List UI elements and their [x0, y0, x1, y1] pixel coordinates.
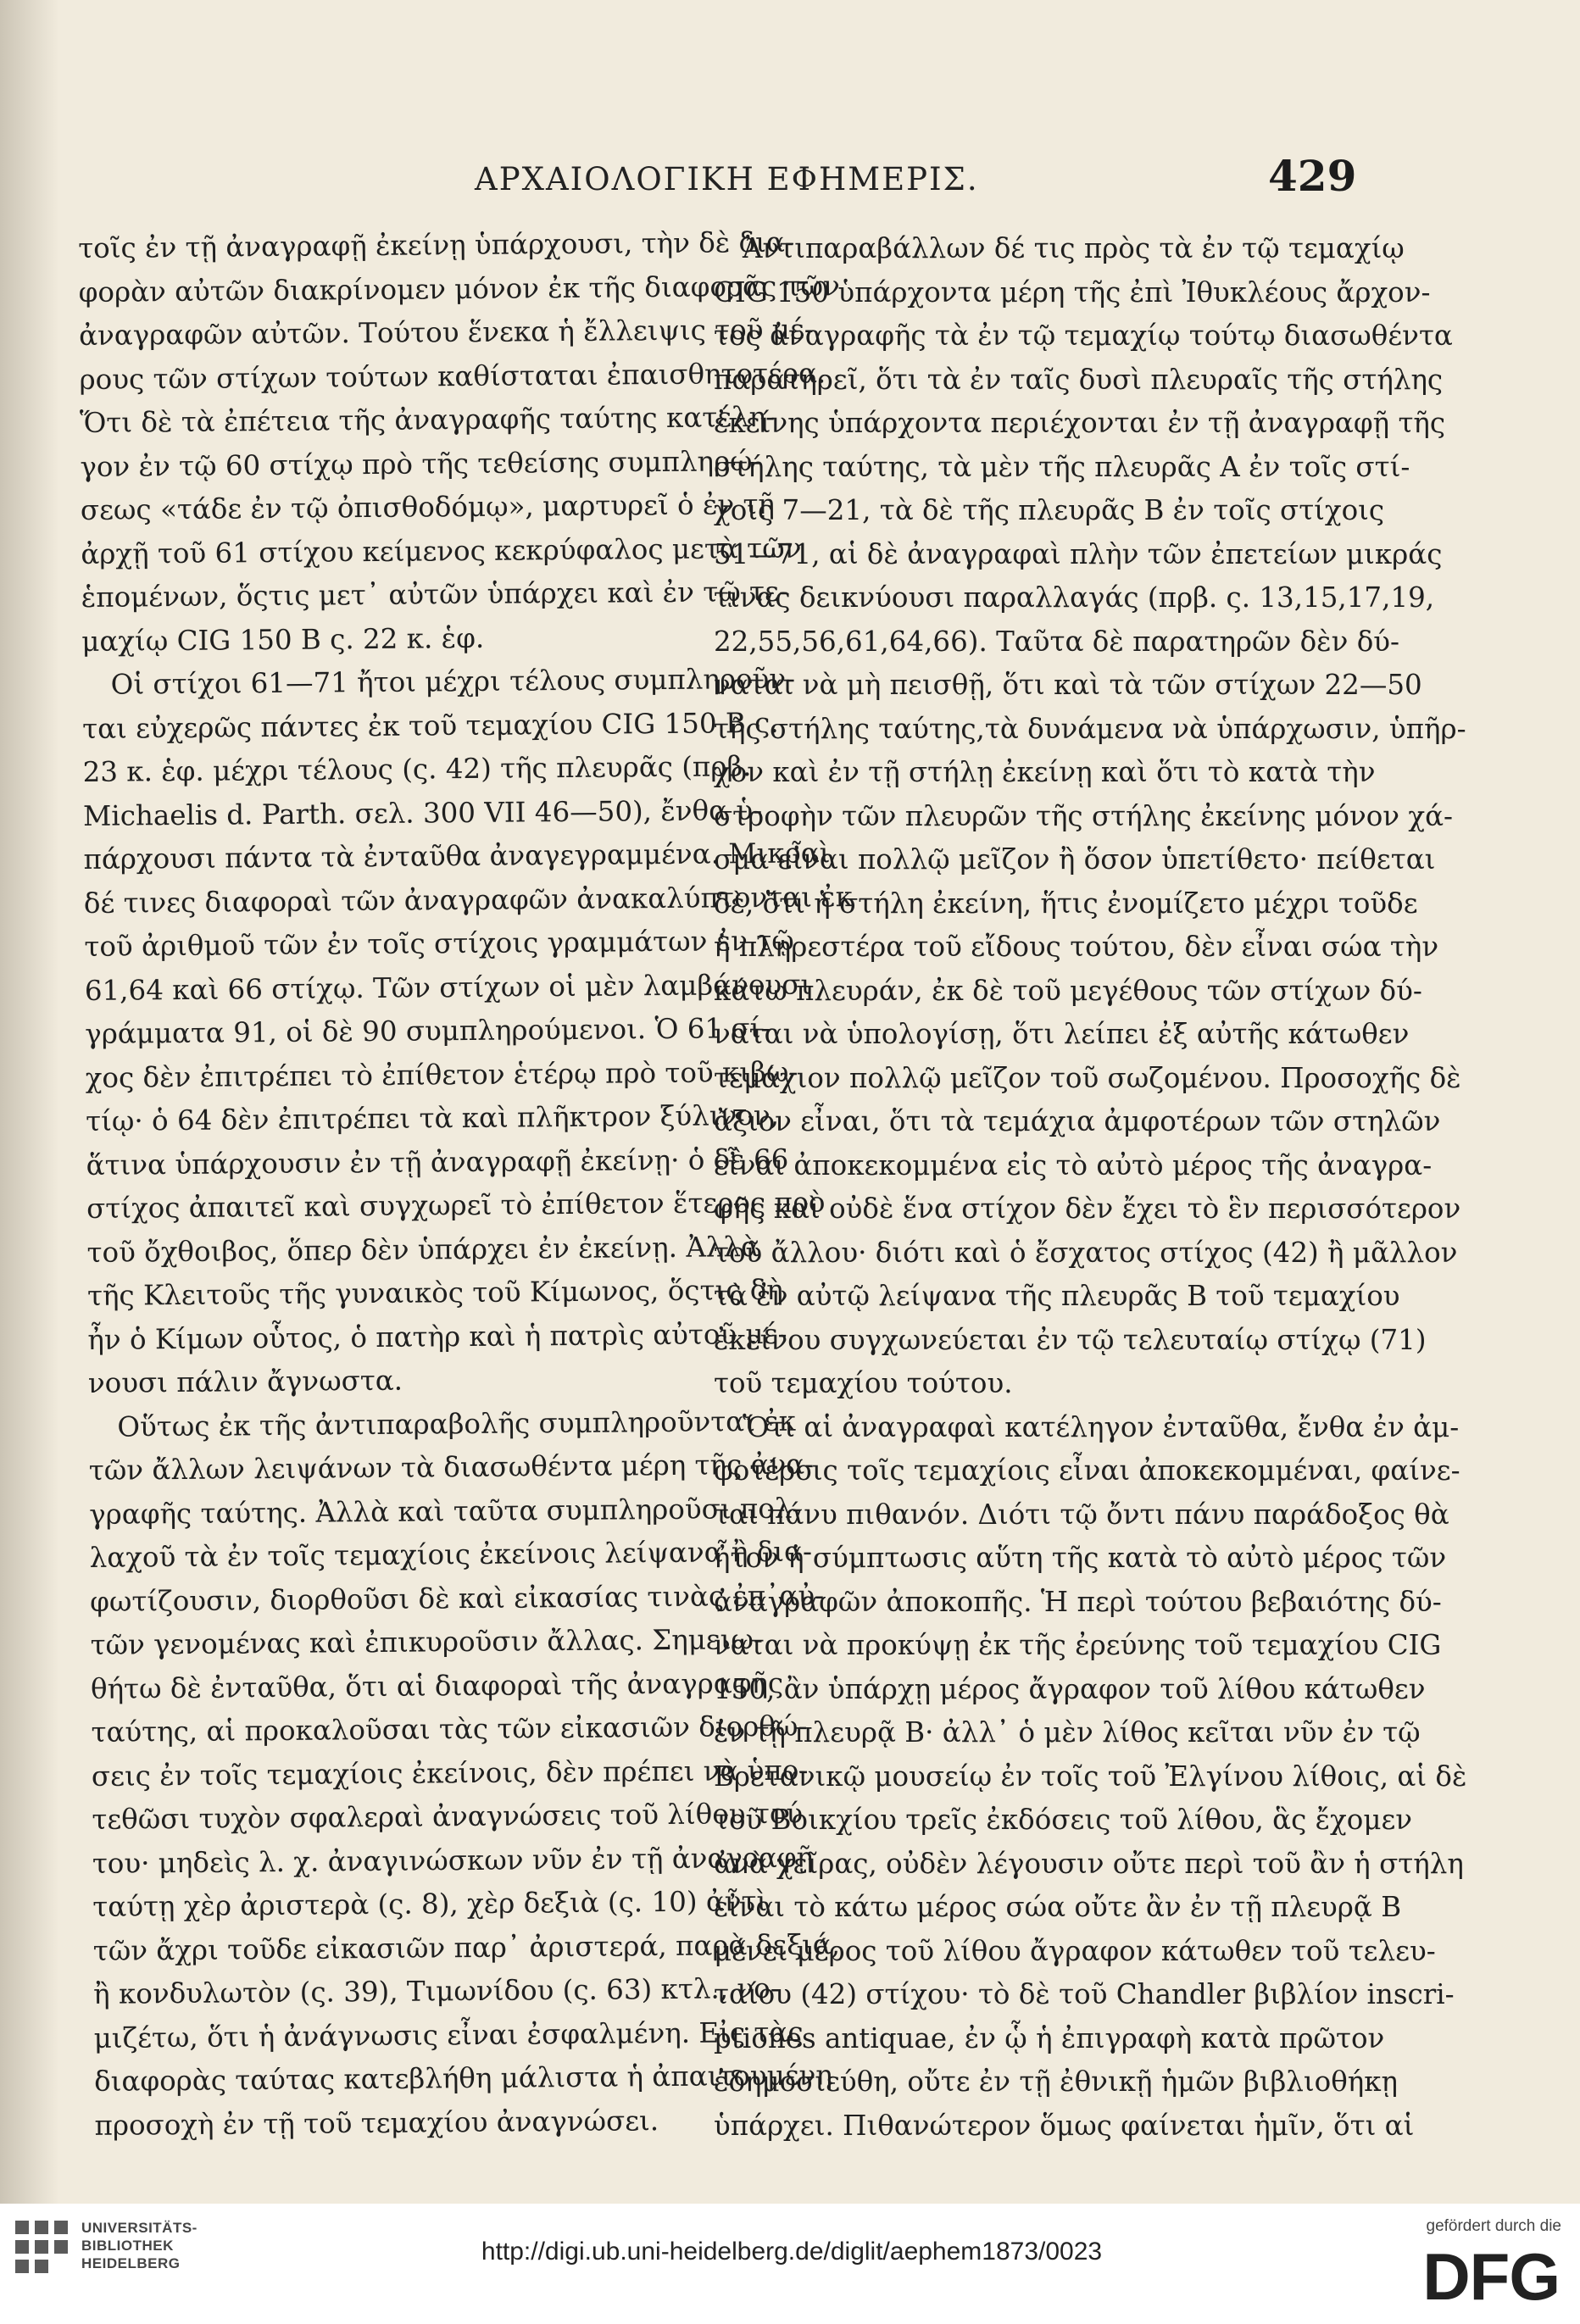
page-number: 429: [1268, 151, 1357, 201]
text-line: τεθῶσι τυχὸν σφαλεραὶ ἀναγνώσεις τοῦ λίθου τού: [92, 1797, 804, 1836]
text-line: παρατηρεῖ, ὅτι τὰ ἐν ταῖς δυσὶ πλευραῖς τῆς στήλης: [714, 363, 1444, 396]
text-line: ται εὐχερῶς πάντες ἐκ τοῦ τεμαχίου CIG 150 B ς.: [81, 706, 779, 745]
text-line: κάτω πλευράν, ἐκ δὲ τοῦ μεγέθους τῶν στίχων δύ-: [714, 974, 1422, 1007]
text-line: τοῖς ἐν τῇ ἀναγραφῇ ἐκείνῃ ὑπάρχουσι, τὴν δὲ δια-: [78, 225, 794, 264]
text-line: Οἱ στίχοι 61—71 ἤτοι μέχρι τέλους συμπληροῦν-: [110, 662, 796, 701]
text-line: μιζέτω, ὅτι ἡ ἀνάγνωσις εἶναι ἐσφαλμένη. Εἰς τὰς: [93, 2015, 804, 2054]
text-line: ἀναγραφῶν αὐτῶν. Τούτου ἕνεκα ἡ ἔλλειψις τοῦ μέ-: [78, 313, 814, 352]
text-line: ἅτινα ὑπάρχουσιν ἐν τῇ ἀναγραφῇ ἐκείνῃ· ὁ δὲ 66: [86, 1143, 789, 1181]
text-line: ταίου (42) στίχου· τὸ δὲ τοῦ Chandler βιβλίον inscri-: [714, 1978, 1455, 2010]
text-line: ἑπομένων, ὅςτις μετ᾽ αὐτῶν ὑπάρχει καὶ ἐν τῷ τε-: [81, 575, 789, 614]
text-line: τῶν γενομένας καὶ ἐπικυροῦσιν ἄλλας. Σημειω-: [90, 1623, 764, 1661]
permalink-url[interactable]: http://digi.ub.uni-heidelberg.de/diglit/aephem1873/0023: [481, 2238, 1103, 2266]
text-line: τῶν ἄχρι τοῦδε εἰκασιῶν παρ᾽ ἀριστερά, παρὰ δεξιά,: [92, 1927, 841, 1967]
text-line: τοῦ Βοικχίου τρεῖς ἐκδόσεις τοῦ λίθου, ἃς ἔχομεν: [714, 1804, 1413, 1836]
text-line: νουσι πάλιν ἄγνωστα.: [87, 1364, 403, 1399]
text-line: ρους τῶν στίχων τούτων καθίσταται ἐπαισθητοτέρα.: [79, 356, 826, 396]
text-line: ναται νὰ μὴ πεισθῇ, ὅτι καὶ τὰ τῶν στίχων 22—50: [714, 669, 1422, 701]
text-line: τος ἀναγραφῆς τὰ ἐν τῷ τεμαχίῳ τούτῳ διασωθέντα: [714, 320, 1453, 352]
text-line: 150, ἂν ὑπάρχῃ μέρος ἄγραφον τοῦ λίθου κάτωθεν: [714, 1672, 1426, 1705]
text-line: 23 κ. ἑφ. μέχρι τέλους (ς. 42) τῆς πλευρᾶς (πρβ.: [82, 750, 752, 788]
text-line: 51—71, αἱ δὲ ἀναγραφαὶ πλὴν τῶν ἐπετείων μικράς: [714, 537, 1443, 570]
text-line: γον ἐν τῷ 60 στίχῳ πρὸ τῆς τεθείσης συμπληρώ-: [80, 444, 762, 483]
text-line: ἀνὰ χεῖρας, οὐδὲν λέγουσιν οὔτε περὶ τοῦ ἂν ἡ στήλη: [714, 1847, 1464, 1880]
text-line: μαχίῳ CIG 150 B ς. 22 κ. ἑφ.: [81, 621, 485, 658]
text-line: ἄξιον εἶναι, ὅτι τὰ τεμάχια ἀμφοτέρων τῶν στηλῶν: [714, 1105, 1441, 1137]
text-line: Οὕτως ἐκ τῆς ἀντιπαραβολῆς συμπληροῦνται ἐκ: [117, 1404, 797, 1443]
text-line: γράμματα 91, οἱ δὲ 90 συμπληρούμενοι. Ὁ 61 σί-: [85, 1011, 771, 1050]
text-line: ναται νὰ προκύψῃ ἐκ τῆς ἐρεύνης τοῦ τεμαχίου CIG: [714, 1629, 1442, 1661]
text-line: εἶναι τὸ κάτω μέρος σώα οὔτε ἂν ἐν τῇ πλευρᾷ B: [714, 1891, 1402, 1923]
text-line: τῆς στήλης ταύτης,τὰ δυνάμενα νὰ ὑπάρχωσιν, ὑπῆρ-: [714, 712, 1466, 745]
text-line: σεως «τάδε ἐν τῷ ὀπισθοδόμῳ», μαρτυρεῖ ὁ ἐν τῇ: [80, 487, 776, 526]
text-line: Michaelis d. Parth. σελ. 300 VII 46—50), ἔνθα ὑ-: [82, 793, 763, 832]
dfg-logo[interactable]: DFG: [1422, 2239, 1560, 2314]
library-name-line: UNIVERSITÄTS-: [81, 2220, 198, 2236]
text-line: ται πάνυ πιθανόν. Διότι τῷ ὄντι πάνυ παράδοξος θὰ: [714, 1498, 1449, 1531]
text-line: 22,55,56,61,64,66). Ταῦτα δὲ παρατηρῶν δὲν δύ-: [714, 625, 1400, 658]
text-line: ταύτῃ χὲρ ἀριστερὰ (ς. 8), χὲρ δεξιὰ (ς. 10) ἀντὶ: [92, 1884, 768, 1923]
text-line: φορὰν αὐτῶν διακρίνομεν μόνον ἐκ τῆς διαφορᾶς τῶν: [78, 269, 840, 309]
text-line: δέ τινες διαφοραὶ τῶν ἀναγραφῶν ἀνακαλύπτονται ἐκ: [83, 880, 854, 920]
text-line: φοτέροις τοῖς τεμαχίοις εἶναι ἀποκεκομμέναι, φαίνε-: [714, 1454, 1460, 1487]
text-line: φωτίζουσιν, διορθοῦσι δὲ καὶ εἰκασίας τινὰς ἐπ᾽αὐ-: [89, 1578, 825, 1618]
text-line: τοῦ ὄχθοιβος, ὅπερ δὲν ὑπάρχει ἐν ἐκείνῃ. Ἀλλὰ: [86, 1230, 760, 1269]
text-line: ὑπάρχει. Πιθανώτερον ὅμως φαίνεται ἡμῖν, ὅτι αἱ: [714, 2109, 1415, 2142]
text-line: λαχοῦ τὰ ἐν τοῖς τεμαχίοις ἐκείνοις λείψανα ἢ δια-: [89, 1535, 813, 1574]
text-line: τοῦ τεμαχίου τούτου.: [714, 1367, 1013, 1399]
text-line: ἐν τῇ πλευρᾷ B· ἀλλ᾽ ὁ μὲν λίθος κεῖται νῦν ἐν τῷ: [714, 1716, 1421, 1749]
text-line: φῆς καὶ οὐδὲ ἕνα στίχον δὲν ἔχει τὸ ἓν περισσότερον: [714, 1193, 1461, 1225]
text-line: Ἀντιπαραβάλλων δέ τις πρὸς τὰ ἐν τῷ τεμαχίῳ: [743, 232, 1405, 264]
text-line: πάρχουσι πάντα τὰ ἐνταῦθα ἀναγεγραμμένα. Μικραὶ: [83, 837, 831, 876]
text-line: στροφὴν τῶν πλευρῶν τῆς στήλης ἐκείνης μόνον χά-: [714, 799, 1454, 832]
text-line: ἡ πληρεστέρα τοῦ εἴδους τούτου, δὲν εἶναι σώα τὴν: [714, 931, 1439, 963]
text-line: στήλης ταύτης, τὰ μὲν τῆς πλευρᾶς A ἐν τοῖς στί-: [714, 450, 1410, 483]
text-line: δὲ, ὅτι ἡ στήλη ἐκείνη, ἥτις ἐνομίζετο μέχρι τοῦδε: [714, 887, 1418, 920]
text-line: τὰ ἐν αὐτῷ λείψανα τῆς πλευρᾶς B τοῦ τεμαχίου: [714, 1280, 1400, 1312]
right-text-column: [714, 227, 1467, 2148]
text-line: γραφῆς ταύτης. Ἀλλὰ καὶ ταῦτα συμπληροῦσι πολ-: [89, 1492, 802, 1531]
text-line: διαφορὰς ταύτας κατεβλήθη μάλιστα ἡ ἀπαιτουμένη: [93, 2059, 832, 2098]
text-line: χον καὶ ἐν τῇ στήλῃ ἐκείνῃ καὶ ὅτι τὸ κατὰ τὴν: [714, 756, 1376, 788]
university-library-logo-icon[interactable]: [12, 2217, 71, 2277]
text-line: ἐκείνης ὑπάρχοντα περιέχονται ἐν τῇ ἀναγραφῇ τῆς: [714, 407, 1446, 439]
text-line: Βρετανικῷ μουσείῳ ἐν τοῖς τοῦ Ἐλγίνου λίθοις, αἱ δὲ: [714, 1760, 1467, 1793]
text-line: ἢ κονδυλωτὸν (ς. 39), Τιμωνίδου (ς. 63) κτλ., νο-: [93, 1971, 780, 2010]
sponsor-note: gefördert durch die: [1426, 2217, 1561, 2235]
text-line: ἦν ὁ Κίμων οὗτος, ὁ πατὴρ καὶ ἡ πατρὶς αὐτοῦ μέ-: [87, 1317, 787, 1356]
text-line: χος δὲν ἐπιτρέπει τὸ ἐπίθετον ἑτέρῳ πρὸ τοῦ κιβω-: [85, 1055, 798, 1094]
text-line: ἐκείνου συγχωνεύεται ἐν τῷ τελευταίῳ στίχῳ (71): [714, 1323, 1427, 1356]
text-line: 61,64 καὶ 66 στίχῳ. Τῶν στίχων οἱ μὲν λαμβάνουσι: [84, 967, 812, 1007]
text-line: ναται νὰ ὑπολογίσῃ, ὅτι λείπει ἐξ αὐτῆς κάτωθεν: [714, 1018, 1410, 1050]
running-head: ΑΡΧΑΙΟΛΟΓΙΚΗ ΕΦΗΜΕΡΙΣ.: [475, 161, 979, 197]
text-line: ἀναγραφῶν ἀποκοπῆς. Ἡ περὶ τούτου βεβαιότης δύ-: [714, 1585, 1442, 1618]
text-line: τινας δεικνύουσι παραλλαγάς (πρβ. ς. 13,15,17,19,: [714, 581, 1435, 614]
left-text-column: [78, 222, 854, 2148]
text-line: προσοχὴ ἐν τῇ τοῦ τεμαχίου ἀναγνώσει.: [94, 2104, 659, 2142]
text-line: ἀρχῇ τοῦ 61 στίχου κείμενος κεκρύφαλος μετὰ τῶν: [81, 531, 802, 570]
text-line: CIG 150 ὑπάρχοντα μέρη τῆς ἐπὶ Ἰθυκλέους ἄρχον-: [714, 275, 1431, 309]
text-line: θήτω δὲ ἐνταῦθα, ὅτι αἱ διαφοραὶ τῆς ἀναγραφῆς: [90, 1666, 784, 1705]
text-line: τοῦ ἀριθμοῦ τῶν ἐν τοῖς στίχοις γραμμάτων ἐν τῷ: [84, 924, 794, 963]
text-line: τίῳ· ὁ 64 δὲν ἐπιτρέπει τὰ καὶ πλῆκτρον ξύλινον,: [86, 1098, 780, 1137]
text-line: τοῦ ἄλλου· διότι καὶ ὁ ἔσχατος στίχος (42) ἢ μᾶλλον: [714, 1236, 1458, 1269]
text-line: εἶναι ἀποκεκομμένα εἰς τὸ αὐτὸ μέρος τῆς ἀναγρα-: [714, 1148, 1433, 1181]
text-line: τῶν ἄλλων λειψάνων τὰ διασωθέντα μέρη τῆς ἀνα-: [88, 1448, 815, 1487]
text-line: σεις ἐν τοῖς τεμαχίοις ἐκείνοις, δὲν πρέπει νὰ ὑπο-: [91, 1754, 809, 1793]
text-line: σμα εἶναι πολλῷ μεῖζον ἢ ὅσον ὑπετίθετο· πείθεται: [714, 843, 1436, 876]
text-line: ἐδημοσιεύθη, οὔτε ἐν τῇ ἐθνικῇ ἡμῶν βιβλιοθήκῃ: [714, 2065, 1399, 2098]
text-line: στίχος ἀπαιτεῖ καὶ συγχωρεῖ τὸ ἐπίθετον ἕτερος πρὸ: [86, 1186, 826, 1225]
text-line: Ὅτι δὲ τὰ ἐπέτεια τῆς ἀναγραφῆς ταύτης κατέλη-: [79, 400, 776, 439]
text-line: τεμάχιον πολλῷ μεῖζον τοῦ σωζομένου. Προσοχῆς δὲ: [714, 1061, 1461, 1094]
text-line: τῆς Κλειτοῦς τῆς γυναικὸς τοῦ Κίμωνος, ὅςτις δὴ: [86, 1273, 783, 1312]
text-line: ταύτης, αἱ προκαλοῦσαι τὰς τῶν εἰκασιῶν διορθώ-: [91, 1710, 808, 1749]
text-line: του· μηδεὶς λ. χ. ἀναγινώσκων νῦν ἐν τῇ ἀναγραφῇ: [92, 1841, 814, 1880]
text-line: ἦτον ἡ σύμπτωσις αὕτη τῆς κατὰ τὸ αὐτὸ μέρος τῶν: [714, 1542, 1447, 1574]
text-line: χοις 7—21, τὰ δὲ τῆς πλευρᾶς B ἐν τοῖς στίχοις: [714, 494, 1385, 526]
library-name-line: HEIDELBERG: [81, 2255, 181, 2271]
library-name-line: BIBLIOTHEK: [81, 2238, 174, 2254]
text-line: ptiones antiquae, ἐν ᾧ ἡ ἐπιγραφὴ κατὰ πρῶτον: [714, 2021, 1385, 2054]
viewer-footer: [0, 2204, 1580, 2324]
text-line: μένει μέρος τοῦ λίθου ἄγραφον κάτωθεν τοῦ τελευ-: [714, 1934, 1436, 1967]
text-line: Ὅτι αἱ ἀναγραφαὶ κατέληγον ἐνταῦθα, ἔνθα ἐν ἀμ-: [743, 1410, 1460, 1443]
library-name: [81, 2219, 285, 2272]
